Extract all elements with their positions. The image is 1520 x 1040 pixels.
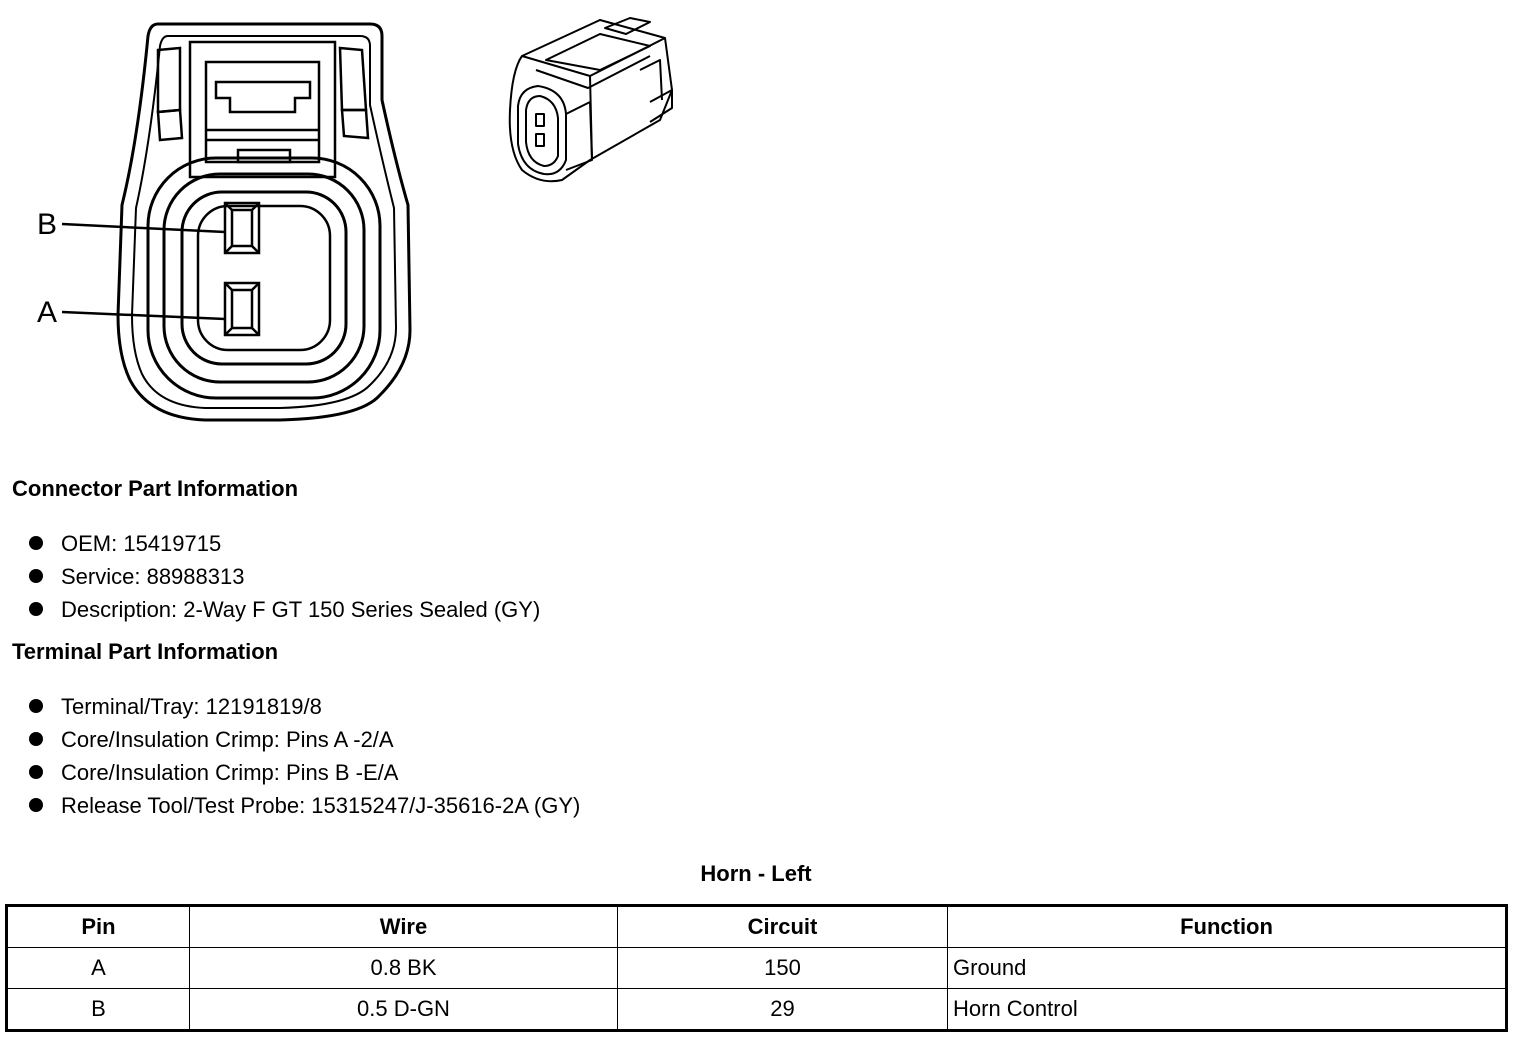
cell-pin: A [7, 948, 190, 989]
iso-terminal-b [536, 114, 544, 126]
cell-circuit: 29 [618, 989, 948, 1031]
bullet-icon [29, 732, 43, 746]
list-item: Release Tool/Test Probe: 15315247/J-35616-2A (GY) [28, 789, 580, 822]
bullet-icon [29, 536, 43, 550]
cell-function: Ground [948, 948, 1507, 989]
column-header-wire: Wire [190, 906, 618, 948]
cell-wire: 0.5 D-GN [190, 989, 618, 1031]
cavity-face [198, 206, 330, 350]
connector-front-view [30, 10, 430, 430]
column-header-function: Function [948, 906, 1507, 948]
cell-circuit: 150 [618, 948, 948, 989]
column-header-circuit: Circuit [618, 906, 948, 948]
connector-part-info-list [28, 527, 540, 626]
column-header-pin: Pin [7, 906, 190, 948]
bullet-icon [29, 798, 43, 812]
list-item: Terminal/Tray: 12191819/8 [28, 690, 580, 723]
bullet-icon [29, 569, 43, 583]
seal-ring-inner [182, 192, 346, 364]
table-header-row [7, 906, 1507, 948]
bullet-icon [29, 699, 43, 713]
table-title: Horn - Left [700, 861, 812, 886]
pin-table [5, 904, 1508, 1032]
pin-label-a: A [37, 296, 58, 329]
bullet-icon [29, 765, 43, 779]
terminal-part-info-list [28, 690, 580, 822]
bullet-icon [29, 602, 43, 616]
connector-isometric-view [500, 10, 690, 190]
right-tab [340, 48, 366, 110]
iso-terminal-a [536, 134, 544, 146]
list-item: OEM: 15419715 [28, 527, 540, 560]
connector-part-info-heading: Connector Part Information [12, 476, 299, 501]
terminal-part-info-heading: Terminal Part Information [12, 639, 279, 664]
list-item: Core/Insulation Crimp: Pins B -E/A [28, 756, 580, 789]
table-row [7, 948, 1507, 989]
list-item: Core/Insulation Crimp: Pins A -2/A [28, 723, 580, 756]
pin-label-b: B [37, 208, 58, 241]
pin-a-leader-line [62, 312, 225, 319]
list-item: Service: 88988313 [28, 560, 540, 593]
cell-function: Horn Control [948, 989, 1507, 1031]
connector-housing-outline [118, 24, 410, 420]
list-item: Description: 2-Way F GT 150 Series Sealed (GY) [28, 593, 540, 626]
cell-pin: B [7, 989, 190, 1031]
table-row [7, 989, 1507, 1031]
cell-wire: 0.8 BK [190, 948, 618, 989]
left-tab [158, 48, 180, 112]
